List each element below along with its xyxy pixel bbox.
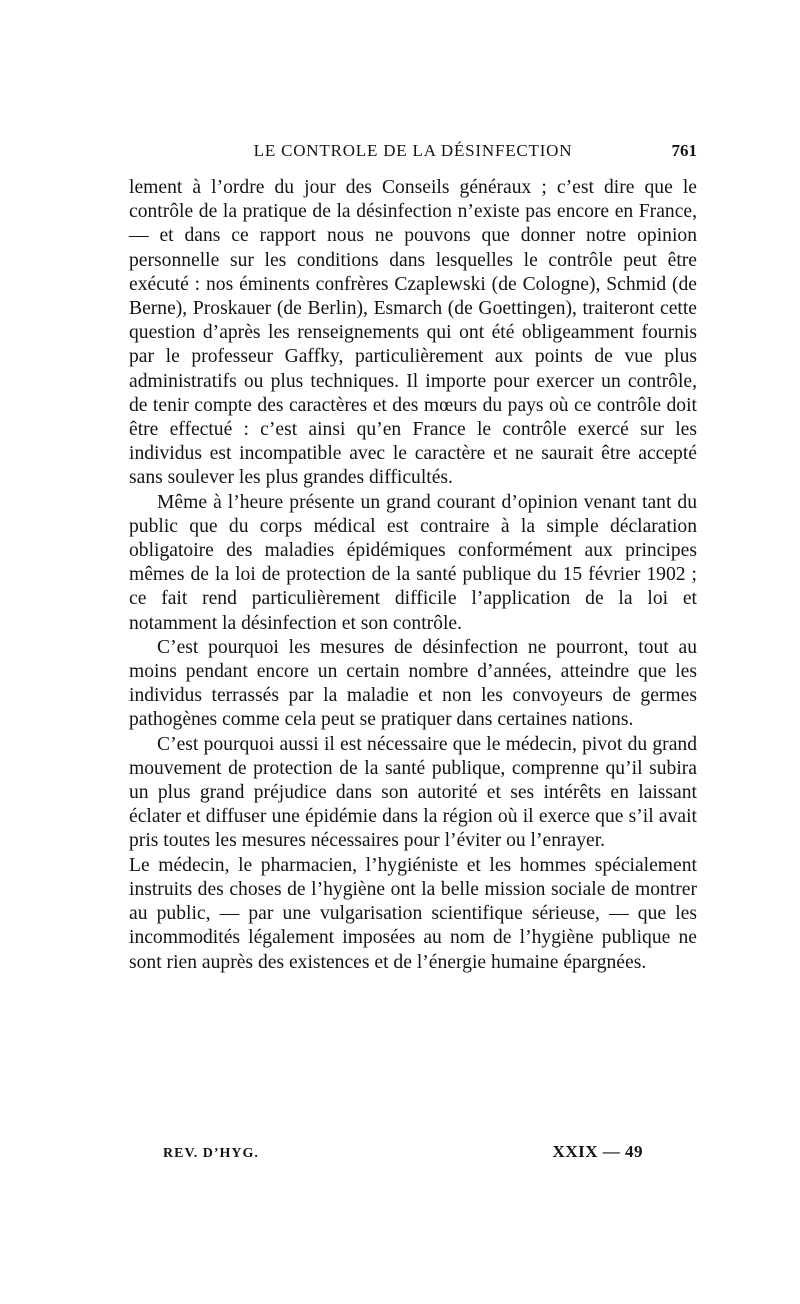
journal-signature: REV. D’HYG.: [163, 1146, 259, 1161]
volume-signature: XXIX — 49: [552, 1142, 643, 1161]
page-number: 761: [671, 141, 697, 160]
paragraph: C’est pourquoi aussi il est nécessaire que le médecin, pivot du grand mouvement de protection de la santé publique, comprenne qu’il subira un plus grand préjudice dans son autorité et ses intérêts en laissant éclater et diffuser une épidémie dans la région où il exerce que s’il avait pris toutes les mesures nécessaires pour l’éviter ou l’enrayer.: [129, 733, 697, 852]
paragraph: C’est pourquoi les mesures de désinfection ne pourront, tout au moins pendant encore un certain nombre d’années, atteindre que les individus terrassés par la maladie et non les convoyeurs de germes pathogènes comme cela peut se pratiquer dans certaines nations.: [129, 636, 697, 731]
body-text: [129, 176, 697, 975]
page-footer: [163, 1142, 643, 1170]
paragraph-continued: lement à l’ordre du jour des Conseils généraux ; c’est dire que le contrôle de la pratique de la désinfection n’existe pas encore en France, — et dans ce rapport nous ne pouvons que donner notre opinion personnelle sur les conditions dans lesquelles le contrôle peut être exécuté : nos éminents confrères Czaplewski (de Cologne), Schmid (de Berne), Proskauer (de Berlin), Esmarch (de Goettingen), traiteront cette question d’après les renseignements qui ont été obligeamment fournis par le professeur Gaffky, particulièrement aux points de vue plus administratifs ou plus techniques. Il importe pour exercer un contrôle, de tenir compte des caractères et des mœurs du pays où ce contrôle doit être effectué : c’est ainsi qu’en France le contrôle exercé sur les individus est incompatible avec le caractère et ne saurait être accepté sans soulever les plus grandes difficultés.: [129, 177, 697, 489]
running-header: [129, 136, 697, 166]
running-title: LE CONTROLE DE LA DÉSINFECTION: [253, 141, 573, 160]
paragraph: Le médecin, le pharmacien, l’hygiéniste et les hommes spécialement instruits des choses de l’hygiène ont la belle mission sociale de montrer au public, — par une vulgarisation scientifique sérieuse, — que les incommodités légalement imposées au nom de l’hygiène publique ne sont rien auprès des existences et de l’énergie humaine épargnées.: [129, 854, 697, 973]
paragraph: Même à l’heure présente un grand courant d’opinion venant tant du public que du corps médical est contraire à la simple déclaration obligatoire des maladies épidémiques conformément aux principes mêmes de la loi de protection de la santé publique du 15 février 1902 ; ce fait rend particulièrement difficile l’application de la loi et notamment la désinfection et son contrôle.: [129, 491, 697, 634]
